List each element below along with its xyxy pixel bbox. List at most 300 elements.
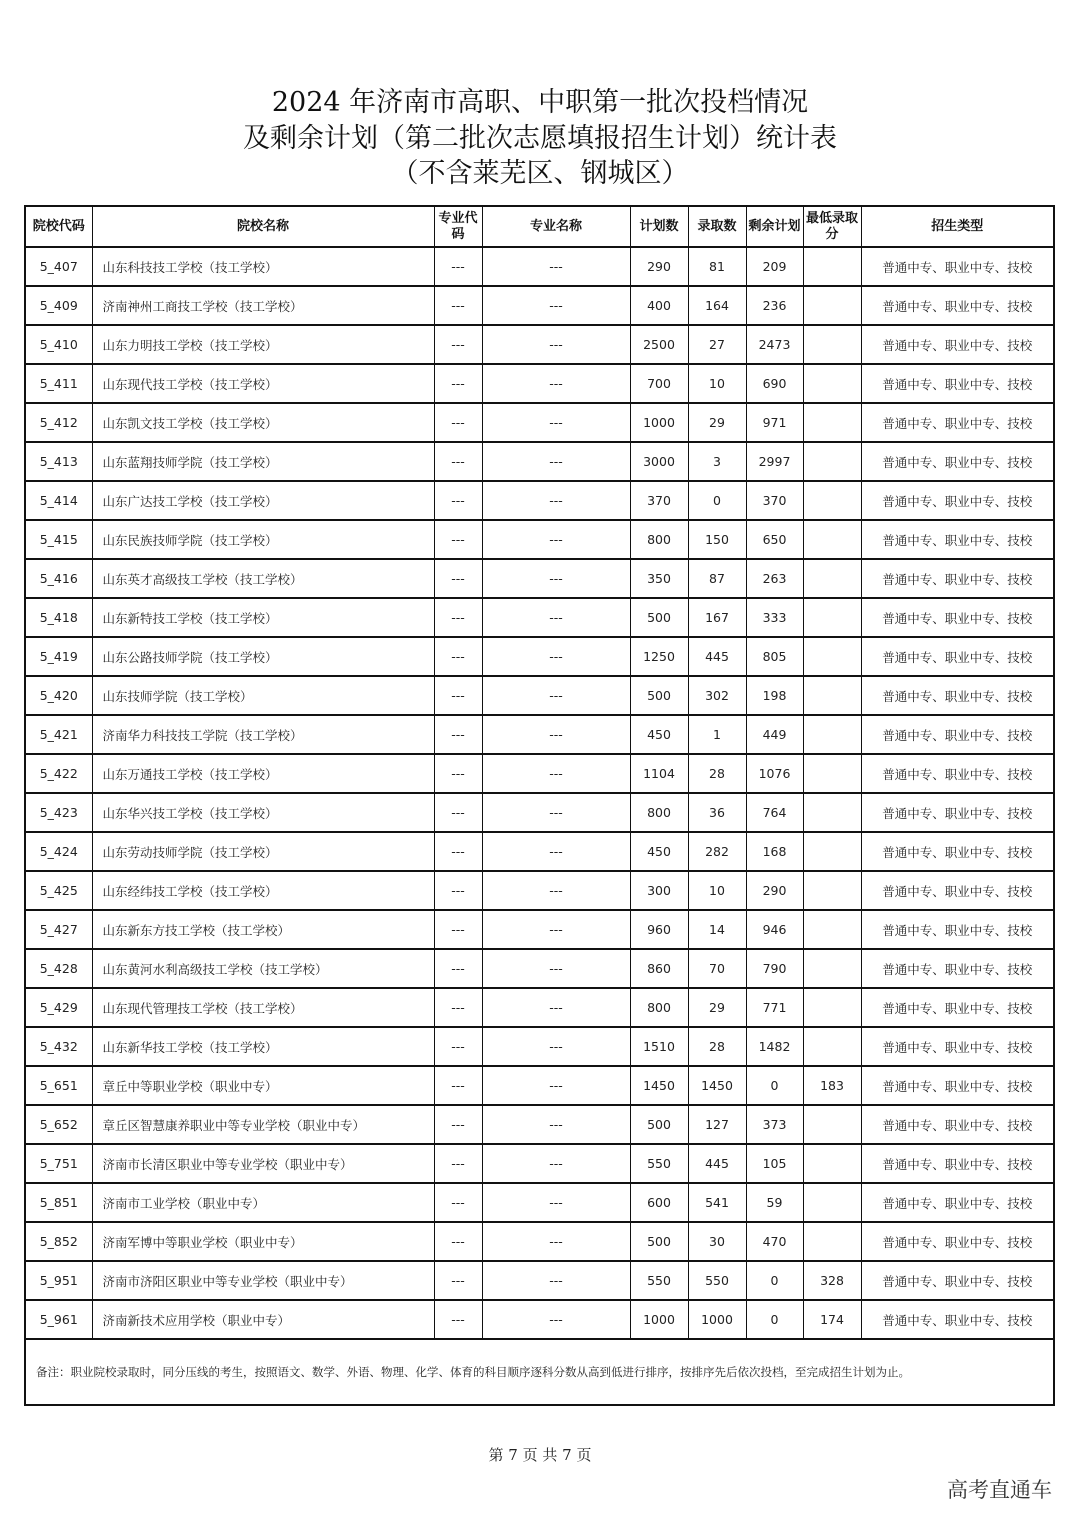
table-row [25,754,1054,793]
enrollment-type: 普通中专、职业中专、技校 [861,832,1054,871]
admitted-count: 27 [688,325,746,364]
plan-count: 2500 [630,325,688,364]
remaining-plan: 0 [746,1300,803,1339]
plan-count: 1250 [630,637,688,676]
table-row [25,637,1054,676]
table-row [25,364,1054,403]
major-code: --- [434,637,482,676]
remaining-plan: 470 [746,1222,803,1261]
plan-count: 500 [630,598,688,637]
school-code: 5_652 [25,1105,92,1144]
enrollment-type: 普通中专、职业中专、技校 [861,949,1054,988]
min-score [803,520,861,559]
min-score [803,949,861,988]
plan-count: 1450 [630,1066,688,1105]
school-code: 5_421 [25,715,92,754]
enrollment-type: 普通中专、职业中专、技校 [861,559,1054,598]
remaining-plan: 1076 [746,754,803,793]
admitted-count: 282 [688,832,746,871]
admitted-count: 1450 [688,1066,746,1105]
admitted-count: 550 [688,1261,746,1300]
enrollment-type: 普通中专、职业中专、技校 [861,286,1054,325]
remaining-plan: 0 [746,1261,803,1300]
school-code: 5_423 [25,793,92,832]
remaining-plan: 168 [746,832,803,871]
min-score [803,793,861,832]
admitted-count: 28 [688,754,746,793]
plan-count: 370 [630,481,688,520]
plan-count: 800 [630,520,688,559]
major-code: --- [434,754,482,793]
major-name: --- [482,949,630,988]
header-remaining: 剩余计划 [746,206,803,247]
table-row [25,988,1054,1027]
major-code: --- [434,676,482,715]
admitted-count: 445 [688,637,746,676]
school-code: 5_422 [25,754,92,793]
admission-table [24,205,1055,1406]
school-name: 山东经纬技工学校（技工学校） [92,871,434,910]
admitted-count: 1000 [688,1300,746,1339]
major-name: --- [482,1105,630,1144]
enrollment-type: 普通中专、职业中专、技校 [861,1222,1054,1261]
school-code: 5_419 [25,637,92,676]
min-score [803,1183,861,1222]
major-code: --- [434,559,482,598]
remaining-plan: 771 [746,988,803,1027]
admitted-count: 302 [688,676,746,715]
min-score: 174 [803,1300,861,1339]
remaining-plan: 333 [746,598,803,637]
admitted-count: 81 [688,247,746,286]
major-name: --- [482,1066,630,1105]
enrollment-type: 普通中专、职业中专、技校 [861,403,1054,442]
min-score [803,364,861,403]
school-code: 5_751 [25,1144,92,1183]
major-name: --- [482,364,630,403]
school-code: 5_416 [25,559,92,598]
plan-count: 1510 [630,1027,688,1066]
min-score [803,598,861,637]
min-score [803,403,861,442]
enrollment-type: 普通中专、职业中专、技校 [861,793,1054,832]
remaining-plan: 0 [746,1066,803,1105]
school-name: 山东技师学院（技工学校） [92,676,434,715]
major-code: --- [434,442,482,481]
school-name: 山东力明技工学校（技工学校） [92,325,434,364]
plan-count: 500 [630,1222,688,1261]
plan-count: 450 [630,832,688,871]
school-name: 山东蓝翔技师学院（技工学校） [92,442,434,481]
admitted-count: 10 [688,871,746,910]
table-row [25,325,1054,364]
school-name: 山东万通技工学校（技工学校） [92,754,434,793]
table-row [25,598,1054,637]
admitted-count: 36 [688,793,746,832]
watermark-text: 高考直通车 [947,1478,1052,1502]
enrollment-type: 普通中专、职业中专、技校 [861,1300,1054,1339]
enrollment-type: 普通中专、职业中专、技校 [861,1066,1054,1105]
plan-count: 400 [630,286,688,325]
table-row [25,559,1054,598]
remaining-plan: 971 [746,403,803,442]
page-number: 第 7 页 共 7 页 [488,1446,592,1464]
major-code: --- [434,1027,482,1066]
school-name: 山东广达技工学校（技工学校） [92,481,434,520]
enrollment-type: 普通中专、职业中专、技校 [861,364,1054,403]
school-code: 5_418 [25,598,92,637]
table-header [25,206,1054,247]
school-name: 山东新特技工学校（技工学校） [92,598,434,637]
school-code: 5_409 [25,286,92,325]
school-code: 5_415 [25,520,92,559]
major-code: --- [434,1183,482,1222]
school-name: 济南军博中等职业学校（职业中专） [92,1222,434,1261]
min-score [803,559,861,598]
note-row [25,1339,1054,1405]
header-plan: 计划数 [630,206,688,247]
major-code: --- [434,1105,482,1144]
enrollment-type: 普通中专、职业中专、技校 [861,1027,1054,1066]
major-code: --- [434,871,482,910]
remaining-plan: 790 [746,949,803,988]
table-row [25,1261,1054,1300]
header-min-score: 最低录取分 [803,206,861,247]
school-code: 5_961 [25,1300,92,1339]
major-code: --- [434,403,482,442]
table-row [25,1222,1054,1261]
enrollment-type: 普通中专、职业中专、技校 [861,754,1054,793]
school-name: 济南新技术应用学校（职业中专） [92,1300,434,1339]
major-code: --- [434,325,482,364]
plan-count: 1104 [630,754,688,793]
major-name: --- [482,247,630,286]
admitted-count: 87 [688,559,746,598]
table-row [25,403,1054,442]
major-code: --- [434,793,482,832]
major-name: --- [482,1144,630,1183]
school-name: 山东现代管理技工学校（技工学校） [92,988,434,1027]
major-code: --- [434,1066,482,1105]
plan-count: 3000 [630,442,688,481]
min-score: 183 [803,1066,861,1105]
enrollment-type: 普通中专、职业中专、技校 [861,715,1054,754]
header-type: 招生类型 [861,206,1054,247]
table-row [25,442,1054,481]
major-name: --- [482,754,630,793]
plan-count: 300 [630,871,688,910]
remaining-plan: 263 [746,559,803,598]
remaining-plan: 370 [746,481,803,520]
remaining-plan: 650 [746,520,803,559]
school-name: 山东新东方技工学校（技工学校） [92,910,434,949]
min-score [803,871,861,910]
table-row [25,520,1054,559]
major-code: --- [434,247,482,286]
major-name: --- [482,676,630,715]
enrollment-type: 普通中专、职业中专、技校 [861,637,1054,676]
major-name: --- [482,1300,630,1339]
plan-count: 800 [630,793,688,832]
plan-count: 500 [630,676,688,715]
header-school-code: 院校代码 [25,206,92,247]
min-score [803,1105,861,1144]
major-code: --- [434,598,482,637]
major-name: --- [482,325,630,364]
school-code: 5_852 [25,1222,92,1261]
admitted-count: 28 [688,1027,746,1066]
plan-count: 700 [630,364,688,403]
plan-count: 550 [630,1144,688,1183]
major-code: --- [434,715,482,754]
page-title-line-2: 及剩余计划（第二批次志愿填报招生计划）统计表 [243,123,837,154]
table-row [25,286,1054,325]
plan-count: 860 [630,949,688,988]
school-name: 山东英才高级技工学校（技工学校） [92,559,434,598]
enrollment-type: 普通中专、职业中专、技校 [861,247,1054,286]
admitted-count: 70 [688,949,746,988]
plan-count: 1000 [630,1300,688,1339]
school-name: 山东民族技师学院（技工学校） [92,520,434,559]
header-row [25,206,1054,247]
page-title-line-3: （不含莱芜区、钢城区） [391,158,689,189]
major-name: --- [482,1222,630,1261]
school-code: 5_410 [25,325,92,364]
major-name: --- [482,1027,630,1066]
major-name: --- [482,520,630,559]
enrollment-type: 普通中专、职业中专、技校 [861,481,1054,520]
major-code: --- [434,1222,482,1261]
school-code: 5_420 [25,676,92,715]
admitted-count: 29 [688,988,746,1027]
enrollment-type: 普通中专、职业中专、技校 [861,988,1054,1027]
remaining-plan: 59 [746,1183,803,1222]
remaining-plan: 764 [746,793,803,832]
table-row [25,871,1054,910]
school-name: 章丘中等职业学校（职业中专） [92,1066,434,1105]
admitted-count: 164 [688,286,746,325]
remaining-plan: 105 [746,1144,803,1183]
school-name: 济南市济阳区职业中等专业学校（职业中专） [92,1261,434,1300]
min-score [803,910,861,949]
min-score [803,1222,861,1261]
plan-count: 450 [630,715,688,754]
school-code: 5_428 [25,949,92,988]
school-name: 山东凯文技工学校（技工学校） [92,403,434,442]
school-name: 济南华力科技技工学院（技工学校） [92,715,434,754]
school-name: 章丘区智慧康养职业中等专业学校（职业中专） [92,1105,434,1144]
admitted-count: 30 [688,1222,746,1261]
remaining-plan: 449 [746,715,803,754]
admitted-count: 150 [688,520,746,559]
admitted-count: 10 [688,364,746,403]
school-code: 5_414 [25,481,92,520]
table-row [25,1300,1054,1339]
school-name: 山东华兴技工学校（技工学校） [92,793,434,832]
plan-count: 1000 [630,403,688,442]
min-score [803,676,861,715]
remaining-plan: 198 [746,676,803,715]
table-row [25,832,1054,871]
enrollment-type: 普通中专、职业中专、技校 [861,1144,1054,1183]
school-code: 5_951 [25,1261,92,1300]
enrollment-type: 普通中专、职业中专、技校 [861,1261,1054,1300]
enrollment-type: 普通中专、职业中专、技校 [861,676,1054,715]
school-code: 5_412 [25,403,92,442]
admitted-count: 1 [688,715,746,754]
major-name: --- [482,910,630,949]
enrollment-type: 普通中专、职业中专、技校 [861,598,1054,637]
school-code: 5_425 [25,871,92,910]
major-code: --- [434,364,482,403]
major-name: --- [482,559,630,598]
min-score [803,754,861,793]
enrollment-type: 普通中专、职业中专、技校 [861,325,1054,364]
major-code: --- [434,520,482,559]
major-name: --- [482,442,630,481]
plan-count: 500 [630,1105,688,1144]
major-code: --- [434,988,482,1027]
admitted-count: 14 [688,910,746,949]
enrollment-type: 普通中专、职业中专、技校 [861,1183,1054,1222]
major-name: --- [482,286,630,325]
header-school-name: 院校名称 [92,206,434,247]
major-code: --- [434,286,482,325]
remaining-plan: 946 [746,910,803,949]
min-score [803,988,861,1027]
school-name: 济南市工业学校（职业中专） [92,1183,434,1222]
table-row [25,793,1054,832]
enrollment-type: 普通中专、职业中专、技校 [861,910,1054,949]
major-name: --- [482,715,630,754]
school-name: 山东劳动技师学院（技工学校） [92,832,434,871]
admitted-count: 127 [688,1105,746,1144]
school-code: 5_427 [25,910,92,949]
plan-count: 550 [630,1261,688,1300]
min-score [803,1027,861,1066]
school-name: 山东黄河水利高级技工学校（技工学校） [92,949,434,988]
header-major-name: 专业名称 [482,206,630,247]
table-row [25,1027,1054,1066]
major-code: --- [434,1300,482,1339]
school-code: 5_851 [25,1183,92,1222]
enrollment-type: 普通中专、职业中专、技校 [861,442,1054,481]
major-name: --- [482,637,630,676]
table-row [25,247,1054,286]
admitted-count: 0 [688,481,746,520]
table-row [25,1183,1054,1222]
plan-count: 960 [630,910,688,949]
remaining-plan: 209 [746,247,803,286]
school-code: 5_413 [25,442,92,481]
school-code: 5_407 [25,247,92,286]
school-code: 5_651 [25,1066,92,1105]
table-row [25,481,1054,520]
remaining-plan: 236 [746,286,803,325]
plan-count: 800 [630,988,688,1027]
major-name: --- [482,598,630,637]
school-code: 5_429 [25,988,92,1027]
min-score [803,1144,861,1183]
admitted-count: 167 [688,598,746,637]
min-score [803,481,861,520]
remaining-plan: 690 [746,364,803,403]
min-score [803,286,861,325]
min-score [803,247,861,286]
enrollment-type: 普通中专、职业中专、技校 [861,1105,1054,1144]
min-score [803,442,861,481]
major-name: --- [482,832,630,871]
major-code: --- [434,949,482,988]
school-code: 5_432 [25,1027,92,1066]
school-name: 山东科技技工学校（技工学校） [92,247,434,286]
enrollment-type: 普通中专、职业中专、技校 [861,871,1054,910]
major-code: --- [434,1144,482,1183]
table-note: 备注：职业院校录取时，同分压线的考生，按照语文、数学、外语、物理、化学、体育的科目顺序逐科分数从高到低进行排序，按排序先后依次投档，至完成招生计划为止。 [25,1339,1054,1405]
min-score [803,325,861,364]
major-code: --- [434,832,482,871]
major-name: --- [482,871,630,910]
admitted-count: 445 [688,1144,746,1183]
remaining-plan: 373 [746,1105,803,1144]
major-name: --- [482,988,630,1027]
header-admitted: 录取数 [688,206,746,247]
major-code: --- [434,1261,482,1300]
major-name: --- [482,1261,630,1300]
major-name: --- [482,481,630,520]
admitted-count: 3 [688,442,746,481]
major-code: --- [434,481,482,520]
school-name: 山东公路技师学院（技工学校） [92,637,434,676]
school-name: 山东新华技工学校（技工学校） [92,1027,434,1066]
plan-count: 290 [630,247,688,286]
plan-count: 600 [630,1183,688,1222]
admitted-count: 29 [688,403,746,442]
table-row [25,1066,1054,1105]
major-name: --- [482,793,630,832]
remaining-plan: 1482 [746,1027,803,1066]
remaining-plan: 805 [746,637,803,676]
page-title-line-1: 2024 年济南市高职、中职第一批次投档情况 [271,87,809,118]
major-code: --- [434,910,482,949]
remaining-plan: 2997 [746,442,803,481]
min-score [803,715,861,754]
remaining-plan: 2473 [746,325,803,364]
major-name: --- [482,1183,630,1222]
min-score [803,637,861,676]
school-name: 山东现代技工学校（技工学校） [92,364,434,403]
min-score: 328 [803,1261,861,1300]
header-major-code: 专业代码 [434,206,482,247]
major-name: --- [482,403,630,442]
school-name: 济南市长清区职业中等专业学校（职业中专） [92,1144,434,1183]
table-body [25,247,1054,1339]
min-score [803,832,861,871]
admitted-count: 541 [688,1183,746,1222]
remaining-plan: 290 [746,871,803,910]
enrollment-type: 普通中专、职业中专、技校 [861,520,1054,559]
school-code: 5_424 [25,832,92,871]
table-row [25,676,1054,715]
plan-count: 350 [630,559,688,598]
table-row [25,1105,1054,1144]
table-row [25,1144,1054,1183]
school-name: 济南神州工商技工学校（技工学校） [92,286,434,325]
table-row [25,715,1054,754]
table-row [25,910,1054,949]
school-code: 5_411 [25,364,92,403]
table-row [25,949,1054,988]
